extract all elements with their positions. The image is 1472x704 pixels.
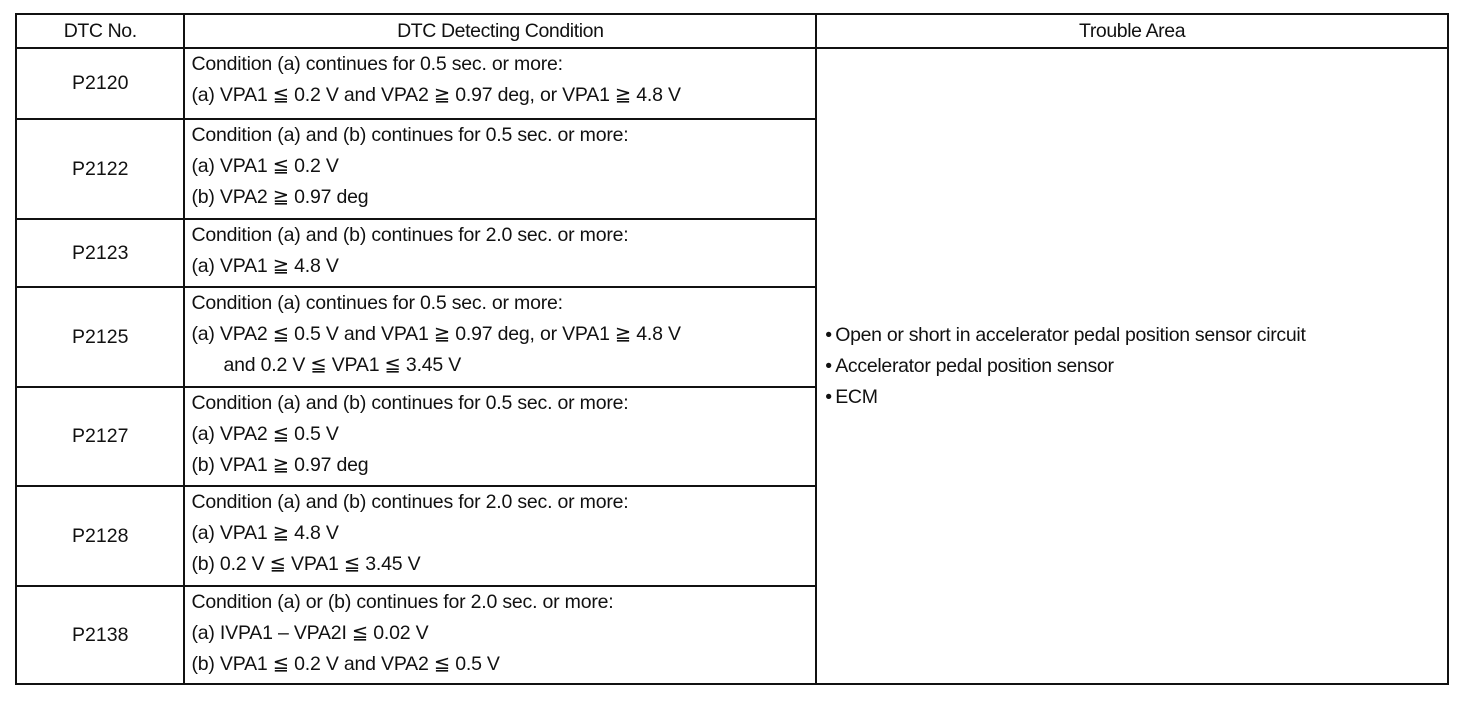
detecting-condition [184, 586, 816, 684]
dtc-code: P2127 [16, 387, 184, 486]
condition-line: and 0.2 V ≦ VPA1 ≦ 3.45 V [223, 354, 462, 376]
list-item [825, 320, 1447, 351]
dtc-table [15, 13, 1449, 685]
condition-line: Condition (a) and (b) continues for 2.0 sec. or more: [191, 224, 629, 246]
detecting-condition [184, 387, 816, 486]
condition-line: Condition (a) continues for 0.5 sec. or more: [191, 53, 563, 75]
detecting-condition [184, 486, 816, 586]
condition-line: Condition (a) continues for 0.5 sec. or more: [191, 292, 563, 314]
detecting-condition [184, 219, 816, 287]
trouble-area-list [825, 320, 1447, 413]
dtc-code: P2128 [16, 486, 184, 586]
header-dtc-no: DTC No. [16, 14, 184, 48]
list-item [825, 351, 1447, 382]
condition-line: (b) VPA1 ≦ 0.2 V and VPA2 ≦ 0.5 V [191, 653, 500, 675]
dtc-code: P2138 [16, 586, 184, 684]
header-condition: DTC Detecting Condition [184, 14, 816, 48]
condition-line: Condition (a) and (b) continues for 0.5 sec. or more: [191, 392, 629, 414]
dtc-code: P2120 [16, 48, 184, 119]
condition-line: Condition (a) and (b) continues for 0.5 sec. or more: [191, 124, 629, 146]
condition-line: (a) VPA1 ≧ 4.8 V [191, 522, 339, 544]
trouble-area-item: Open or short in accelerator pedal position sensor circuit [835, 323, 1306, 346]
condition-line: (a) VPA1 ≦ 0.2 V and VPA2 ≧ 0.97 deg, or VPA1 ≧ 4.8 V [191, 84, 681, 106]
condition-line: (b) VPA1 ≧ 0.97 deg [191, 454, 369, 476]
dtc-code: P2125 [16, 287, 184, 387]
condition-line: (a) VPA2 ≦ 0.5 V [191, 423, 339, 445]
bullet-icon: • [825, 385, 832, 408]
trouble-area-item: Accelerator pedal position sensor [835, 354, 1114, 377]
bullet-icon: • [825, 354, 832, 377]
condition-line: (a) IVPA1 – VPA2I ≦ 0.02 V [191, 622, 429, 644]
condition-line: (a) VPA1 ≧ 4.8 V [191, 255, 339, 277]
dtc-code: P2122 [16, 119, 184, 219]
condition-line: (b) VPA2 ≧ 0.97 deg [191, 186, 369, 208]
trouble-area-item: ECM [835, 385, 878, 408]
detecting-condition [184, 119, 816, 219]
detecting-condition [184, 287, 816, 387]
condition-line: (a) VPA2 ≦ 0.5 V and VPA1 ≧ 0.97 deg, or VPA1 ≧ 4.8 V [191, 323, 681, 345]
detecting-condition [184, 48, 816, 119]
header-row [16, 14, 1448, 48]
trouble-area-cell [816, 48, 1448, 684]
list-item [825, 382, 1447, 413]
condition-line: Condition (a) and (b) continues for 2.0 sec. or more: [191, 491, 629, 513]
condition-line: (a) VPA1 ≦ 0.2 V [191, 155, 339, 177]
condition-line: (b) 0.2 V ≦ VPA1 ≦ 3.45 V [191, 553, 421, 575]
condition-line: Condition (a) or (b) continues for 2.0 sec. or more: [191, 591, 614, 613]
header-trouble-area: Trouble Area [816, 14, 1448, 48]
dtc-code: P2123 [16, 219, 184, 287]
bullet-icon: • [825, 323, 832, 346]
table-row [16, 48, 1448, 119]
